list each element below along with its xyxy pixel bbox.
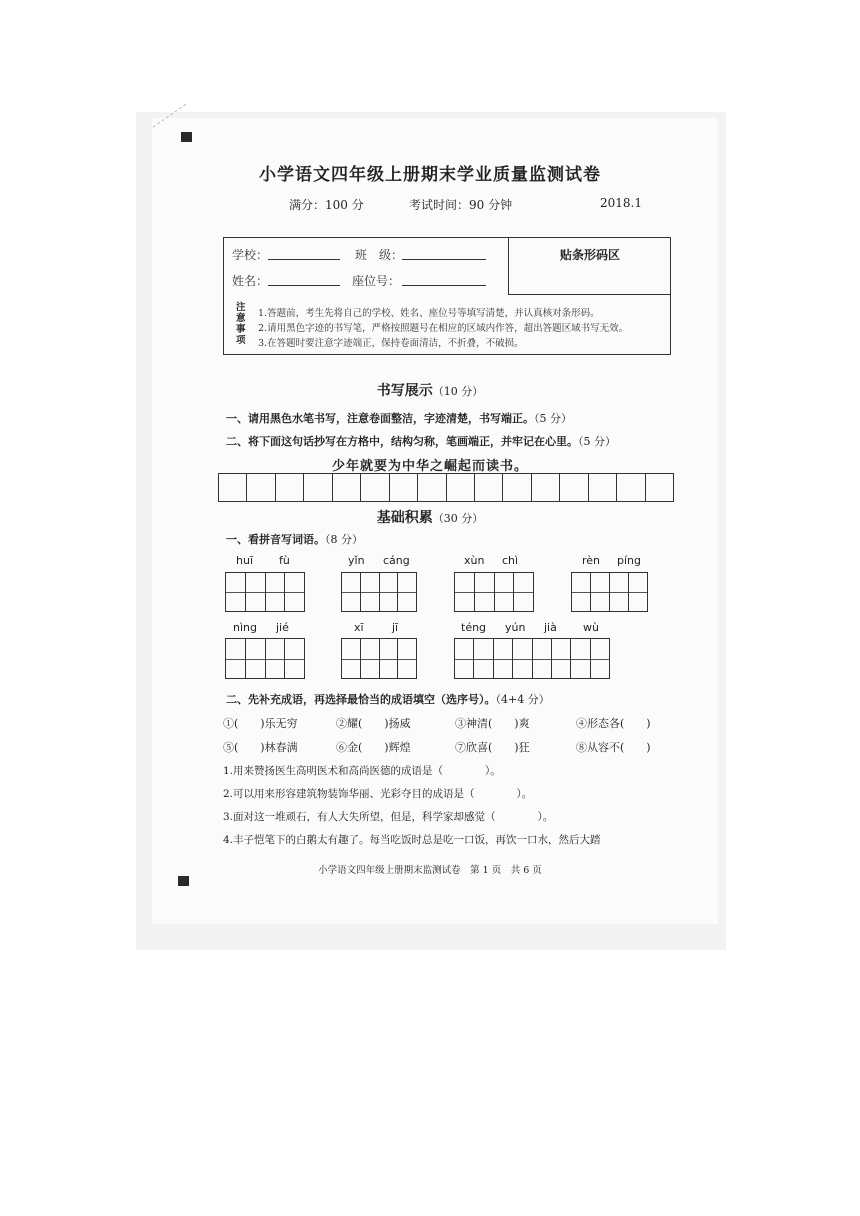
char-cell[interactable]	[513, 639, 532, 678]
pinyin: rèn	[582, 554, 601, 567]
pinyin: jī	[392, 621, 399, 634]
writing-q1-num: 一、	[226, 412, 248, 425]
basics-q1-num: 一、	[226, 533, 248, 546]
grid-cell[interactable]	[390, 474, 418, 501]
seat-field[interactable]	[402, 285, 486, 286]
notice-2: 2.请用黑色字迹的书写笔，严格按照题号在相应的区域内作答，超出答题区域书写无效。	[258, 323, 629, 334]
notice-heading-char: 注	[236, 302, 246, 313]
answer-box-word6[interactable]	[341, 638, 417, 679]
answer-box-word3[interactable]	[454, 572, 534, 612]
char-cell[interactable]	[475, 573, 495, 611]
basics-q2-text: 先补充成语，再选择最恰当的成语填空（选序号）。	[248, 693, 496, 706]
idiom-6[interactable]: ⑥金( )辉煌	[336, 741, 411, 754]
answer-box-word5[interactable]	[225, 638, 305, 679]
pinyin: chì	[502, 554, 519, 567]
pinyin: jié	[276, 621, 289, 634]
answer-box-word4[interactable]	[571, 572, 648, 612]
char-cell[interactable]	[533, 639, 552, 678]
grid-cell[interactable]	[532, 474, 560, 501]
fill-sentence-2[interactable]: 2.可以用来形容建筑物装饰华丽、光彩夺目的成语是（ ）。	[223, 788, 533, 800]
char-cell[interactable]	[342, 573, 361, 611]
answer-box-word7[interactable]	[454, 638, 610, 679]
exam-title: 小学语文四年级上册期末学业质量监测试卷	[259, 165, 601, 185]
school-label: 学校：	[232, 248, 269, 262]
char-cell[interactable]	[591, 639, 609, 678]
grid-cell[interactable]	[617, 474, 645, 501]
writing-q1	[226, 410, 572, 426]
writing-q2-text: 将下面这句话抄写在方格中，结构匀称，笔画端正，并牢记在心里。	[248, 435, 578, 448]
exam-time: 考试时间：90 分钟	[409, 198, 513, 212]
idiom-8[interactable]: ⑧从容不( )	[576, 741, 651, 754]
basics-q2-num: 二、	[226, 693, 248, 706]
notice-heading-char: 事	[236, 324, 246, 335]
section-basics-title: 基础积累	[376, 510, 433, 526]
basics-q1	[226, 531, 363, 547]
grid-cell[interactable]	[447, 474, 475, 501]
notice-heading-char: 意	[236, 313, 246, 324]
barcode-label: 贴条形码区	[559, 248, 620, 262]
section-writing-points: （10 分）	[432, 385, 484, 398]
fill-sentence-1[interactable]: 1.用来赞扬医生高明医术和高尚医德的成语是（ ）。	[223, 765, 501, 777]
char-cell[interactable]	[342, 639, 361, 678]
char-cell[interactable]	[398, 573, 416, 611]
pinyin: xùn	[464, 554, 485, 567]
char-cell[interactable]	[380, 639, 399, 678]
char-cell[interactable]	[514, 573, 533, 611]
idiom-1[interactable]: ①( )乐无穷	[223, 717, 298, 730]
char-cell[interactable]	[455, 639, 474, 678]
char-cell[interactable]	[474, 639, 493, 678]
pinyin: píng	[617, 554, 641, 567]
copy-sentence: 少年就要为中华之崛起而读书。	[331, 459, 528, 474]
notice-3: 3.在答题时要注意字迹端正，保持卷面清洁，不折叠，不破损。	[258, 338, 524, 349]
alignment-mark-top	[181, 132, 192, 142]
section-basics-points: （30 分）	[432, 512, 484, 525]
char-cell[interactable]	[361, 573, 380, 611]
pinyin: cáng	[383, 554, 410, 567]
pinyin: yǐn	[348, 554, 365, 567]
char-cell[interactable]	[266, 573, 286, 611]
grid-cell[interactable]	[361, 474, 389, 501]
char-cell[interactable]	[226, 639, 246, 678]
section-writing-title: 书写展示	[376, 383, 433, 399]
char-cell[interactable]	[455, 573, 475, 611]
grid-cell[interactable]	[304, 474, 332, 501]
name-field[interactable]	[268, 285, 340, 286]
char-cell[interactable]	[572, 573, 591, 611]
char-cell[interactable]	[610, 573, 629, 611]
fill-sentence-3[interactable]: 3.面对这一堆顽石，有人大失所望，但是，科学家却感觉（ ）。	[223, 811, 554, 823]
grid-cell[interactable]	[560, 474, 588, 501]
section-basics-heading	[0, 507, 860, 527]
exam-date: 2018.1	[600, 196, 642, 210]
writing-q2-num: 二、	[226, 435, 248, 448]
page-footer: 小学语文四年级上册期末监测试卷 第 1 页 共 6 页	[318, 865, 542, 876]
pinyin: téng	[461, 621, 487, 634]
char-cell[interactable]	[246, 573, 266, 611]
name-label: 姓名：	[232, 274, 269, 288]
char-cell[interactable]	[552, 639, 571, 678]
pinyin: fù	[279, 554, 290, 567]
char-cell[interactable]	[285, 639, 304, 678]
answer-box-word2[interactable]	[341, 572, 417, 612]
writing-q2	[226, 433, 616, 449]
answer-box-word1[interactable]	[225, 572, 305, 612]
pinyin: jià	[544, 621, 557, 634]
basics-q1-text: 看拼音写词语。	[248, 533, 325, 546]
seat-label: 座位号：	[352, 274, 401, 288]
char-cell[interactable]	[494, 639, 513, 678]
pinyin: nìng	[233, 621, 257, 634]
notice-heading-char: 项	[236, 335, 246, 346]
char-cell[interactable]	[591, 573, 610, 611]
char-cell[interactable]	[629, 573, 647, 611]
grid-cell[interactable]	[276, 474, 304, 501]
class-label: 班 级：	[355, 248, 404, 262]
char-cell[interactable]	[285, 573, 304, 611]
grid-cell[interactable]	[646, 474, 673, 501]
basics-q1-points: （8 分）	[325, 533, 363, 546]
class-field[interactable]	[402, 259, 486, 260]
pinyin: xī	[354, 621, 364, 634]
pinyin: yún	[505, 621, 526, 634]
grid-cell[interactable]	[418, 474, 446, 501]
grid-cell[interactable]	[247, 474, 275, 501]
basics-q2-points: （4+4 分）	[495, 693, 550, 706]
fill-sentence-4: 4.丰子恺笔下的白鹅太有趣了。每当吃饭时总是吃一口饭，再饮一口水，然后大踏	[223, 834, 601, 846]
char-cell[interactable]	[398, 639, 416, 678]
barcode-area	[508, 237, 671, 295]
idiom-5[interactable]: ⑤( )林春满	[223, 741, 298, 754]
notice-1: 1.答题前，考生先将自己的学校、姓名、座位号等填写清楚，并认真核对条形码。	[258, 308, 600, 319]
pinyin: wù	[583, 621, 599, 634]
school-field[interactable]	[268, 259, 340, 260]
char-cell[interactable]	[266, 639, 286, 678]
writing-q2-points: （5 分）	[578, 435, 616, 448]
idiom-4[interactable]: ④形态各( )	[576, 717, 651, 730]
char-cell[interactable]	[495, 573, 515, 611]
alignment-mark-bottom	[178, 876, 189, 886]
idiom-2[interactable]: ②耀( )扬威	[336, 717, 411, 730]
grid-cell[interactable]	[475, 474, 503, 501]
char-cell[interactable]	[380, 573, 399, 611]
grid-cell[interactable]	[503, 474, 531, 501]
char-cell[interactable]	[226, 573, 246, 611]
notice-heading	[236, 302, 248, 346]
char-cell[interactable]	[571, 639, 590, 678]
pinyin: huī	[236, 554, 253, 567]
writing-q1-points: （5 分）	[534, 412, 572, 425]
writing-q1-text: 请用黑色水笔书写，注意卷面整洁，字迹清楚，书写端正。	[248, 412, 534, 425]
grid-cell[interactable]	[589, 474, 617, 501]
char-cell[interactable]	[361, 639, 380, 678]
section-writing-heading	[0, 380, 860, 400]
copy-writing-grid[interactable]	[218, 473, 674, 502]
char-cell[interactable]	[246, 639, 266, 678]
idiom-7[interactable]: ⑦欣喜( )狂	[455, 741, 530, 754]
grid-cell[interactable]	[219, 474, 247, 501]
basics-q2	[226, 691, 550, 707]
grid-cell[interactable]	[333, 474, 361, 501]
idiom-3[interactable]: ③神清( )爽	[455, 717, 530, 730]
full-score: 满分：100 分	[289, 198, 364, 212]
